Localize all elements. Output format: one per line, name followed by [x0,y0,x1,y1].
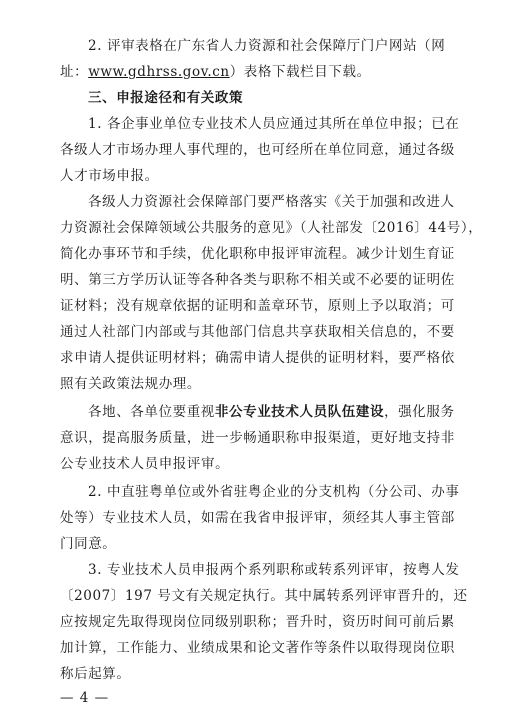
text-line: 证材料；没有规章依据的证明和盖章环节，原则上予以取消；可 [60,298,455,314]
text-line: 通过人社部门内部或与其他部门信息共享获取相关信息的，不要 [60,324,455,340]
text-line: 人才市场申报。 [60,168,159,184]
text-line: 处等）专业技术人员，如需在我省申报评审，须经其人事主管部 [60,510,455,526]
text-line: 各级人力资源社会保障部门要严格落实《关于加强和改进人 [88,194,455,210]
text-line: 意识，提高服务质量，进一步畅通职称申报渠道，更好地支持非 [60,430,455,446]
text-line: 3. 专业技术人员申报两个系列职称或转系列评审，按粤人发 [88,562,460,578]
text-line: 2. 评审表格在广东省人力资源和社会保障厅门户网站（网 [88,38,446,54]
website-link[interactable]: www.gdhrss.gov.cn [88,64,230,80]
emphasis-text: 非公专业技术人员队伍建设 [214,404,385,420]
text-segment: ，强化服务 [384,404,455,420]
text-line: 应按规定先取得现岗位同级别职称；晋升时，资历时间可前后累 [60,614,455,630]
text-line: 加计算，工作能力、业绩成果和论文著作等条件以取得现岗位职 [60,640,455,656]
text-segment: 址： [60,64,89,80]
text-line: 1. 各企事业单位专业技术人员应通过其所在单位申报；已在 [88,116,460,132]
text-line: 照有关政策法规办理。 [60,376,201,392]
text-segment: 各地、各单位要重视 [88,404,215,420]
text-line: 2. 中直驻粤单位或外省驻粤企业的分支机构（分公司、办事 [88,484,460,500]
text-line: 〔2007〕197 号文有关规定执行。其中属转系列评审晋升的，还 [60,588,468,604]
section-heading: 三、申报途径和有关政策 [88,90,244,106]
text-line: 求申请人提供证明材料；确需申请人提供的证明材料，要严格依 [60,350,455,366]
text-line: 各级人才市场办理人事代理的，也可经所在单位同意，通过各级 [60,142,455,158]
text-line: 力资源社会保障领域公共服务的意见》（人社部发〔2016〕44号）， [60,220,483,236]
page-number: — 4 — [60,690,110,706]
text-line: 公专业技术人员申报评审。 [60,456,230,472]
text-line [60,62,371,82]
text-line: 称后起算。 [60,666,131,682]
text-line: 明、第三方学历认证等各种各类与职称不相关或不必要的证明佐 [60,272,455,288]
text-line [88,402,455,422]
text-line: 门同意。 [60,536,117,552]
text-segment: ）表格下载栏目下载。 [229,64,371,80]
text-line: 简化办事环节和手续，优化职称申报评审流程。减少计划生育证 [60,246,455,262]
